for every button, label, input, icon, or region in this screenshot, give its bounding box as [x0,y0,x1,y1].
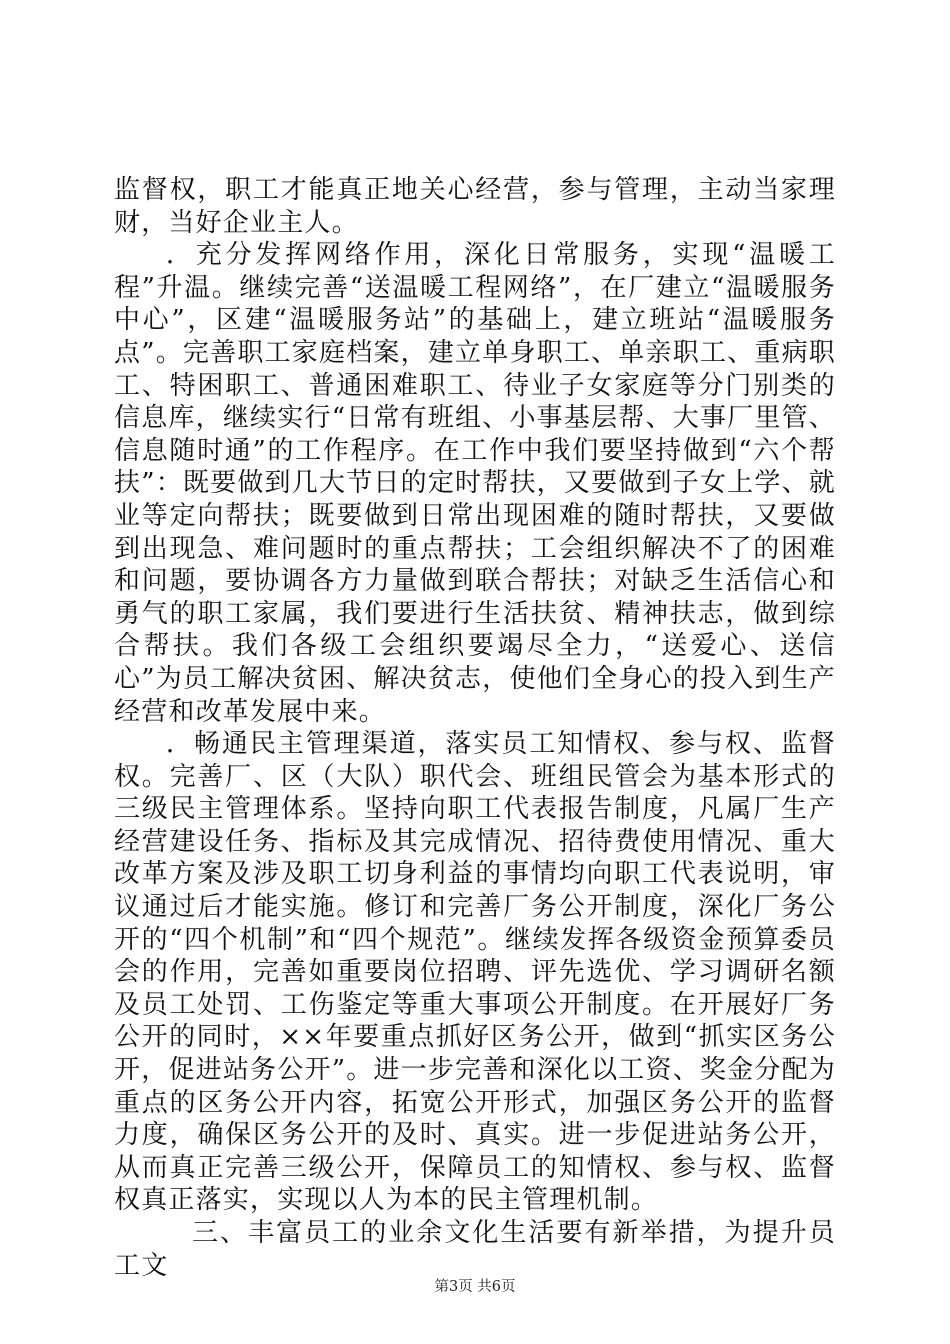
paragraph-democratic-management: ．畅通民主管理渠道，落实员工知情权、参与权、监督权。完善厂、区（大队）职代会、班组民管会为基本形式的三级民主管理体系。坚持向职工代表报告制度，凡属厂生产经营建设任务、指标及其完成情况、招待费使用情况、重大改革方案及涉及职工切身利益的事情均向职工代表说明，审议通过后才能实施。修订和完善厂务公开制度，深化厂务公开的“四个机制”和“四个规范”。继续发挥各级资金预算委员会的作用，完善如重要岗位招聘、评先选优、学习调研名额及员工处罚、工伤鉴定等重大事项公开制度。在开展好厂务公开的同时，××年要重点抓好区务公开，做到“抓实区务公开，促进站务公开”。进一步完善和深化以工资、奖金分配为重点的区务公开内容，拓宽公开形式，加强区务公开的监督力度，确保区务公开的及时、真实。进一步促进站务公开，从而真正完善三级公开，保障员工的知情权、参与权、监督权真正落实，实现以人为本的民主管理机制。 [114,729,836,1216]
page-footer: 第3页 共6页 [434,1279,516,1295]
paragraph-warmth-project: ．充分发挥网络作用，深化日常服务，实现“温暖工程”升温。继续完善“送温暖工程网络”，在厂建立“温暖服务中心”，区建“温暖服务站”的基础上，建立班站“温暖服务点”。完善职工家庭档案，建立单身职工、单亲职工、重病职工、特困职工、普通困难职工、待业子女家庭等分门别类的信息库，继续实行“日常有班组、小事基层帮、大事厂里管、信息随时通”的工作程序。在工作中我们要坚持做到“六个帮扶”：既要做到几大节日的定时帮扶，又要做到子女上学、就业等定向帮扶；既要做到日常出现困难的随时帮扶，又要做到出现急、难问题时的重点帮扶；工会组织解决不了的困难和问题，要协调各方力量做到联合帮扶；对缺乏生活信心和勇气的职工家属，我们要进行生活扶贫、精神扶志，做到综合帮扶。我们各级工会组织要竭尽全力，“送爱心、送信心”为员工解决贫困、解决贫志，使他们全身心的投入到生产经营和改革发展中来。 [114,240,836,727]
paragraph-continuation: 监督权，职工才能真正地关心经营，参与管理，主动当家理财，当好企业主人。 [114,175,836,238]
section-heading-three: 三、丰富员工的业余文化生活要有新举措，为提升员工文 [114,1218,836,1281]
document-body [114,174,836,1282]
